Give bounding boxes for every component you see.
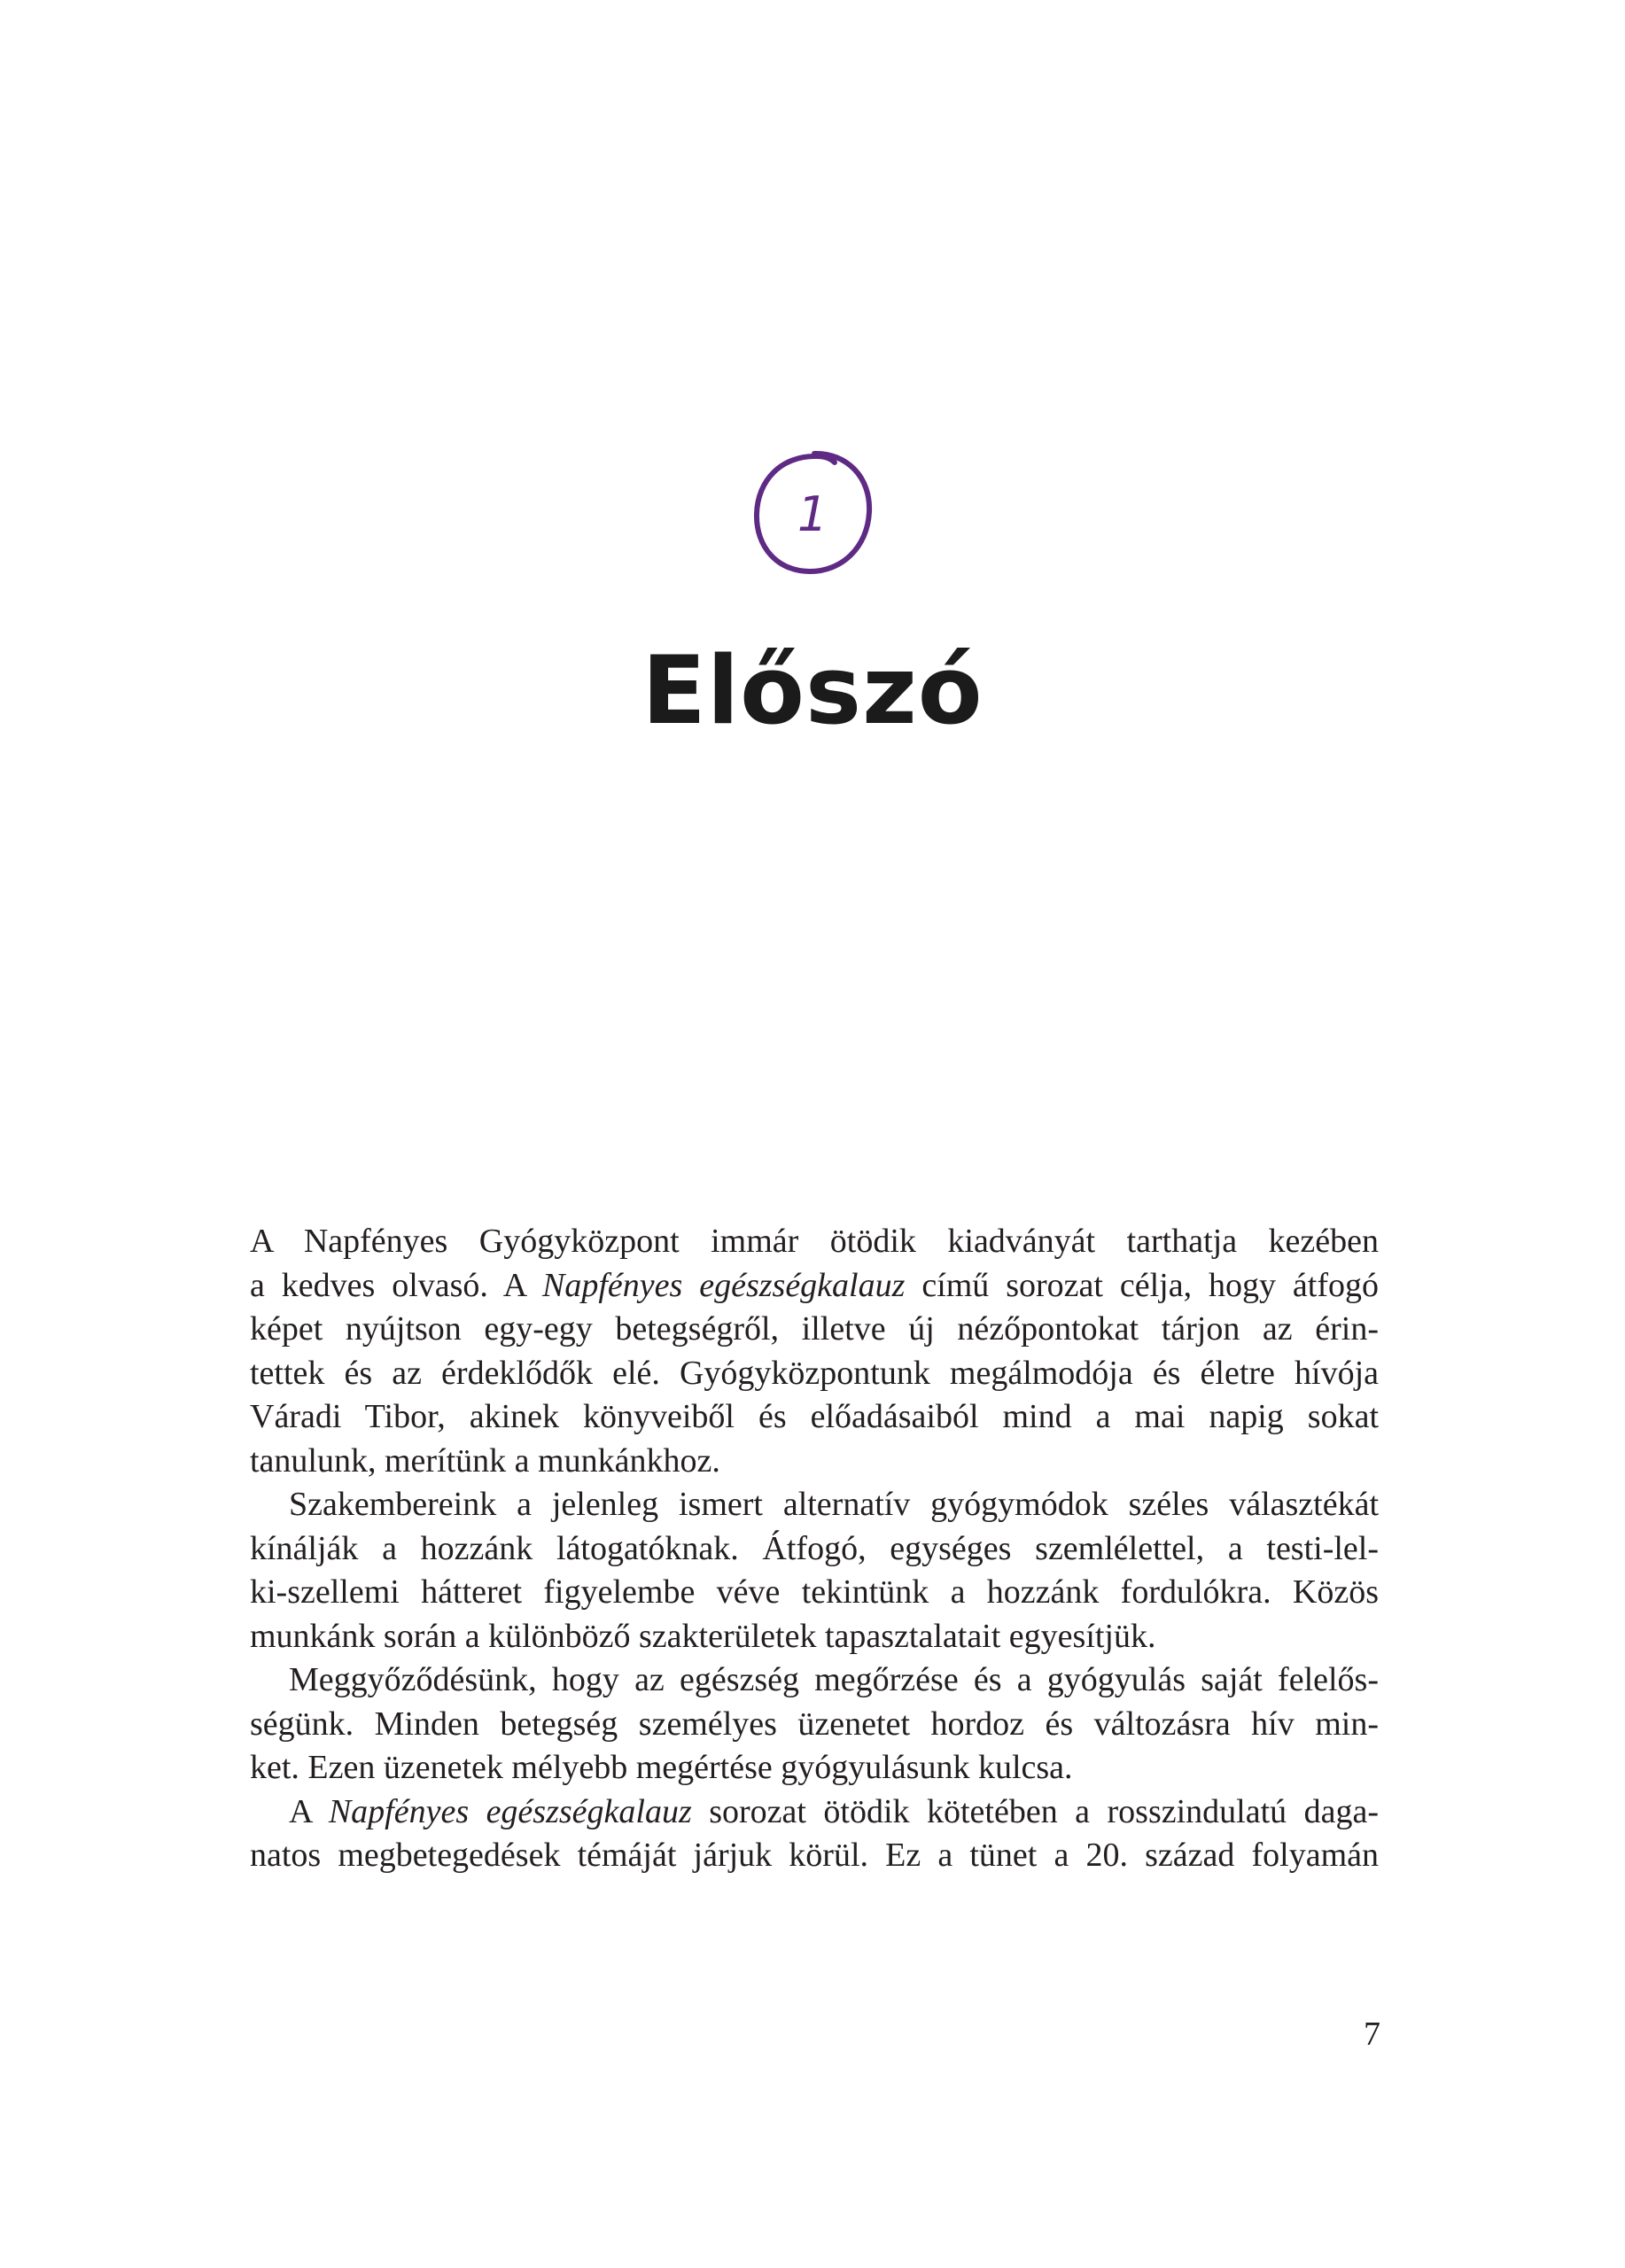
series-title: Napfényes egészségkalauz xyxy=(328,1792,692,1830)
text-line: képet nyújtson egy-egy betegségről, illetve új nézőpontokat tárjon az érin- xyxy=(250,1310,1379,1348)
text-line: natos megbetegedések témáját járjuk körül. Ez a tünet a 20. század folyamán xyxy=(250,1837,1379,1874)
paragraph xyxy=(250,1483,1379,1658)
paragraph xyxy=(250,1658,1379,1790)
text-line: ket. Ezen üzenetek mélyebb megértése gyógyulásunk kulcsa. xyxy=(250,1749,1073,1786)
text-line: ségünk. Minden betegség személyes üzenetet hordoz és változásra hív min- xyxy=(250,1705,1379,1743)
text-line: Meggyőződésünk, hogy az egészség megőrzése és a gyógyulás saját felelős- xyxy=(289,1661,1379,1698)
body-text xyxy=(250,1220,1379,1878)
paragraph xyxy=(250,1220,1379,1483)
series-title: Napfényes egészségkalauz xyxy=(542,1266,906,1304)
text-line: munkánk során a különböző szakterületek tapasztalatait egyesítjük. xyxy=(250,1617,1156,1655)
text-line: tettek és az érdeklődők elé. Gyógyközpontunk megálmodója és életre hívója xyxy=(250,1354,1379,1392)
paragraph xyxy=(250,1790,1379,1878)
text-line: a kedves olvasó. A Napfényes egészségkalauz című sorozat célja, hogy átfogó xyxy=(250,1266,1379,1304)
text-line: Váradi Tibor, akinek könyveiből és előadásaiból mind a mai napig sokat xyxy=(250,1398,1379,1435)
text-line: Szakembereink a jelenleg ismert alternatív gyógymódok széles választékát xyxy=(289,1486,1379,1523)
text-line: tanulunk, merítünk a munkánkhoz. xyxy=(250,1441,720,1480)
text-line: A Napfényes Gyógyközpont immár ötödik kiadványát tarthatja kezében xyxy=(250,1223,1379,1260)
text-line: ki-szellemi hátteret figyelembe véve tekintünk a hozzánk fordulókra. Közös xyxy=(250,1573,1379,1611)
text-line: A Napfényes egészségkalauz sorozat ötödik kötetében a rosszindulatú daga- xyxy=(289,1792,1379,1830)
chapter-number-circle xyxy=(750,448,875,578)
chapter-title: Előszó xyxy=(641,636,984,745)
page-number: 7 xyxy=(1364,2016,1380,2053)
text-line: kínálják a hozzánk látogatóknak. Átfogó, egységes szemlélettel, a testi-lel- xyxy=(250,1529,1379,1567)
chapter-number: 1 xyxy=(797,485,828,542)
